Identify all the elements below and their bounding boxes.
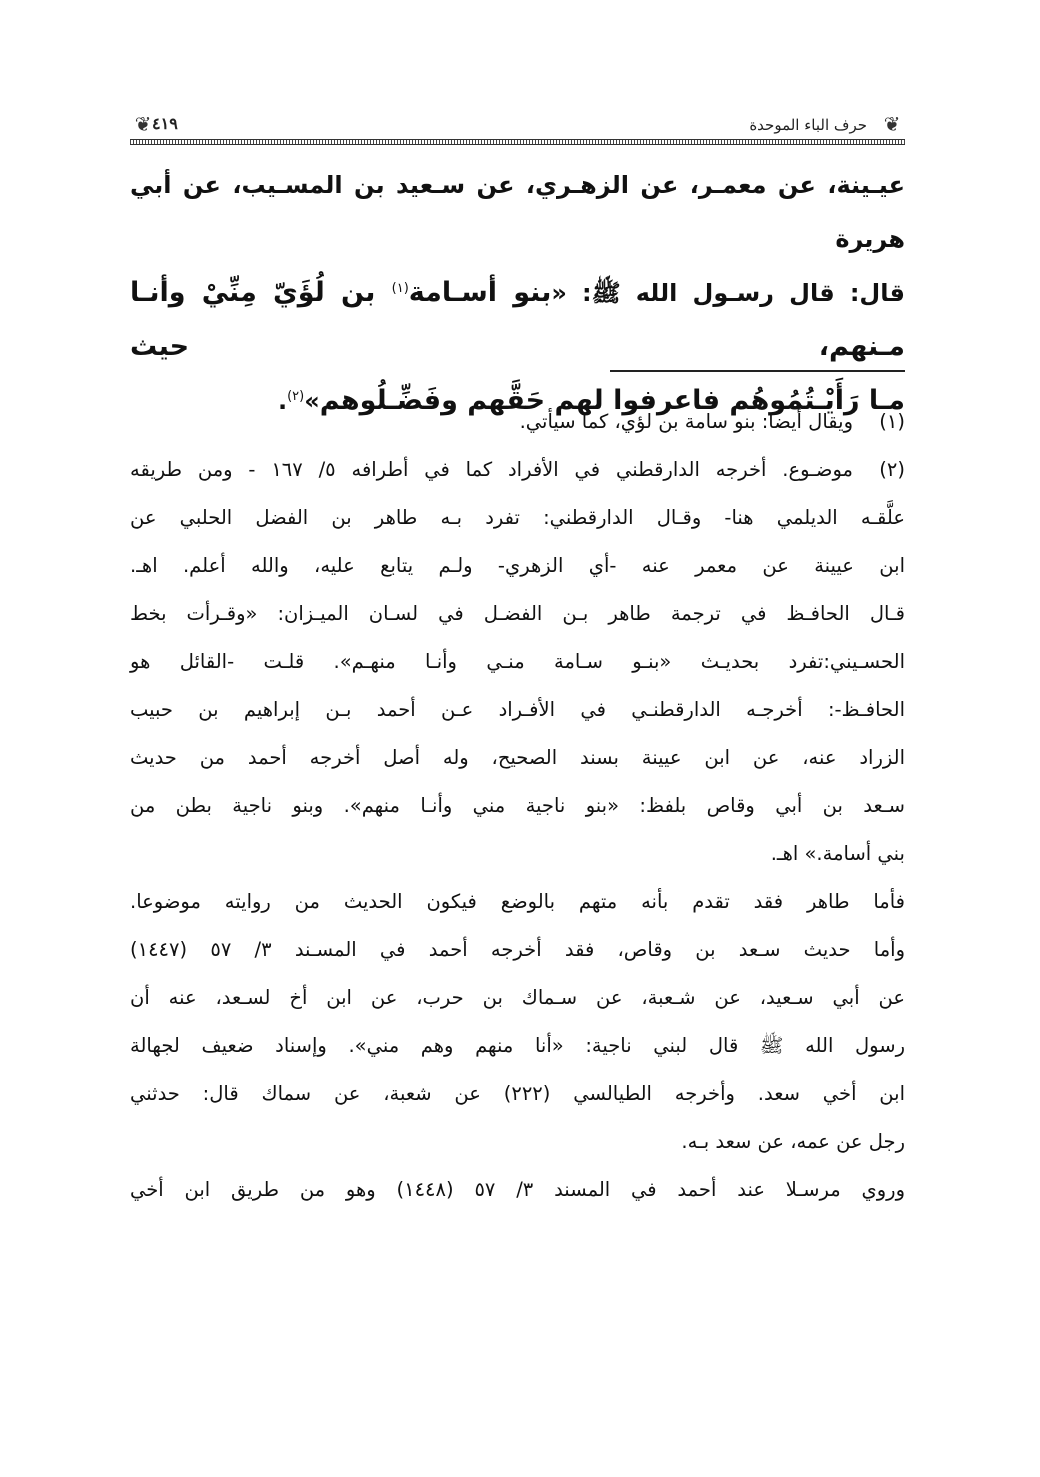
footnote-2 [130, 446, 905, 494]
commentary-line: رجل عن عمه، عن سعد بـه. [681, 1130, 905, 1153]
closing-quote: » [304, 387, 320, 415]
hadith-text-1: بن لُؤَيّ مِنِّيْ وأنـا مـنهم، حيث [130, 277, 905, 362]
footnote-number: (٢) [879, 458, 905, 481]
header-title: حرف الباء الموحدة [749, 116, 867, 134]
commentary-line: عن أبي سـعيد، عن شـعبة، عن سـماك بن حرب، عن ابن أخ لسـعد، عنه أن [130, 986, 905, 1009]
footnote-line: بني أسامة.» اهـ. [770, 842, 905, 865]
main-line-2 [130, 266, 905, 374]
main-line-1 [130, 158, 905, 266]
page-number: ٤١٩ [152, 114, 178, 133]
main-line-1-text: عيـينة، عن معمـر، عن الزهـري، عن سـعيد بن المسـيب، عن أبي هريرة [130, 171, 905, 253]
footnote-line: ابن عيينة عن معمر عنه -أي الزهري- ولـم يتابع عليه، والله أعلم. اهـ. [130, 554, 905, 577]
hadith-start: بنو أسـامة [408, 277, 552, 308]
footnote-1 [130, 398, 905, 446]
footnote-line: الحافـظ-: أخرجـه الدارقطنـي في الأفـراد عـن أحمد بـن إبراهيم بن حبيب [130, 698, 905, 721]
footnote-ref-2: (٢) [287, 389, 305, 404]
header-rule [130, 139, 905, 145]
footnote-2-first-line [130, 446, 853, 494]
main-line-3-end: . [277, 387, 288, 415]
commentary-line: رسول الله ﷺ قال لبني ناجية: «أنا منهم وهم مني». وإسناد ضعيف لجهالة [130, 1034, 905, 1057]
main-line-2-intro: قال: قال رسـول الله ﷺ: « [551, 279, 905, 307]
commentary-line: ابن أخي سعد. وأخرجه الطيالسي (٢٢٢) عن شعبة، عن سماك قال: حدثني [130, 1082, 905, 1105]
commentary-line: فأما طاهر فقد تقدم بأنه متهم بالوضع فيكون الحديث من روايته موضوعا. [130, 890, 905, 913]
footnote-number: (١) [879, 410, 905, 433]
footnote-line: الزراد عنه، عن ابن عيينة بسند الصحيح، وله أصل أخرجه أحمد من حديث [130, 746, 905, 769]
footnote-line: ويقال أيضا: بنو سامة بن لؤي، كما سيأتي. [519, 410, 853, 433]
footnote-divider [610, 370, 905, 372]
header-ornament-right-icon: ❦ [883, 112, 901, 136]
footnote-1-body [130, 398, 853, 446]
main-text [130, 158, 905, 428]
running-header [130, 108, 905, 144]
footnotes [130, 398, 905, 1214]
footnote-line: علَّقـه الديلمي هنا- وقـال الدارقطني: تفرد بـه طاهر بن الفضل الحلبي عن [130, 506, 905, 529]
footnote-line: قـال الحافـظ في ترجمة طاهر بـن الفضـل في لسـان الميـزان: «وقـرأت بخط [130, 602, 905, 625]
header-ornament-left-icon: ❦ [134, 112, 152, 136]
commentary-line: وأما حديث سـعد بن وقاص، فقد أخرجه أحمد في المسـند ٣/ ٥٧ (١٤٤٧) [130, 938, 905, 961]
footnote-ref-1: (١) [391, 281, 409, 296]
hadith-text-2: مـا رَأَيْـتُمُوهُم فاعرفوا لهم حَقَّهم وفَضِّـلُوهم [319, 385, 905, 416]
footnote-line: موضـوع. أخرجه الدارقطني في الأفراد كما في أطرافه ٥/ ١٦٧ - ومن طريقه [130, 458, 853, 481]
footnote-line: سـعد بن أبي وقاص بلفظ: «بنو ناجية مني وأنـا منهم». وبنو ناجية بطن من [130, 794, 905, 817]
commentary-line: وروي مرسـلا عند أحمد في المسند ٣/ ٥٧ (١٤٤٨) وهو من طريق ابن أخي [130, 1178, 905, 1201]
footnote-line: الحسـيني:تفرد بحديـث «بنـو سـامة منـي وأنـا منهـم». قلـت -القائل هو [130, 650, 905, 673]
